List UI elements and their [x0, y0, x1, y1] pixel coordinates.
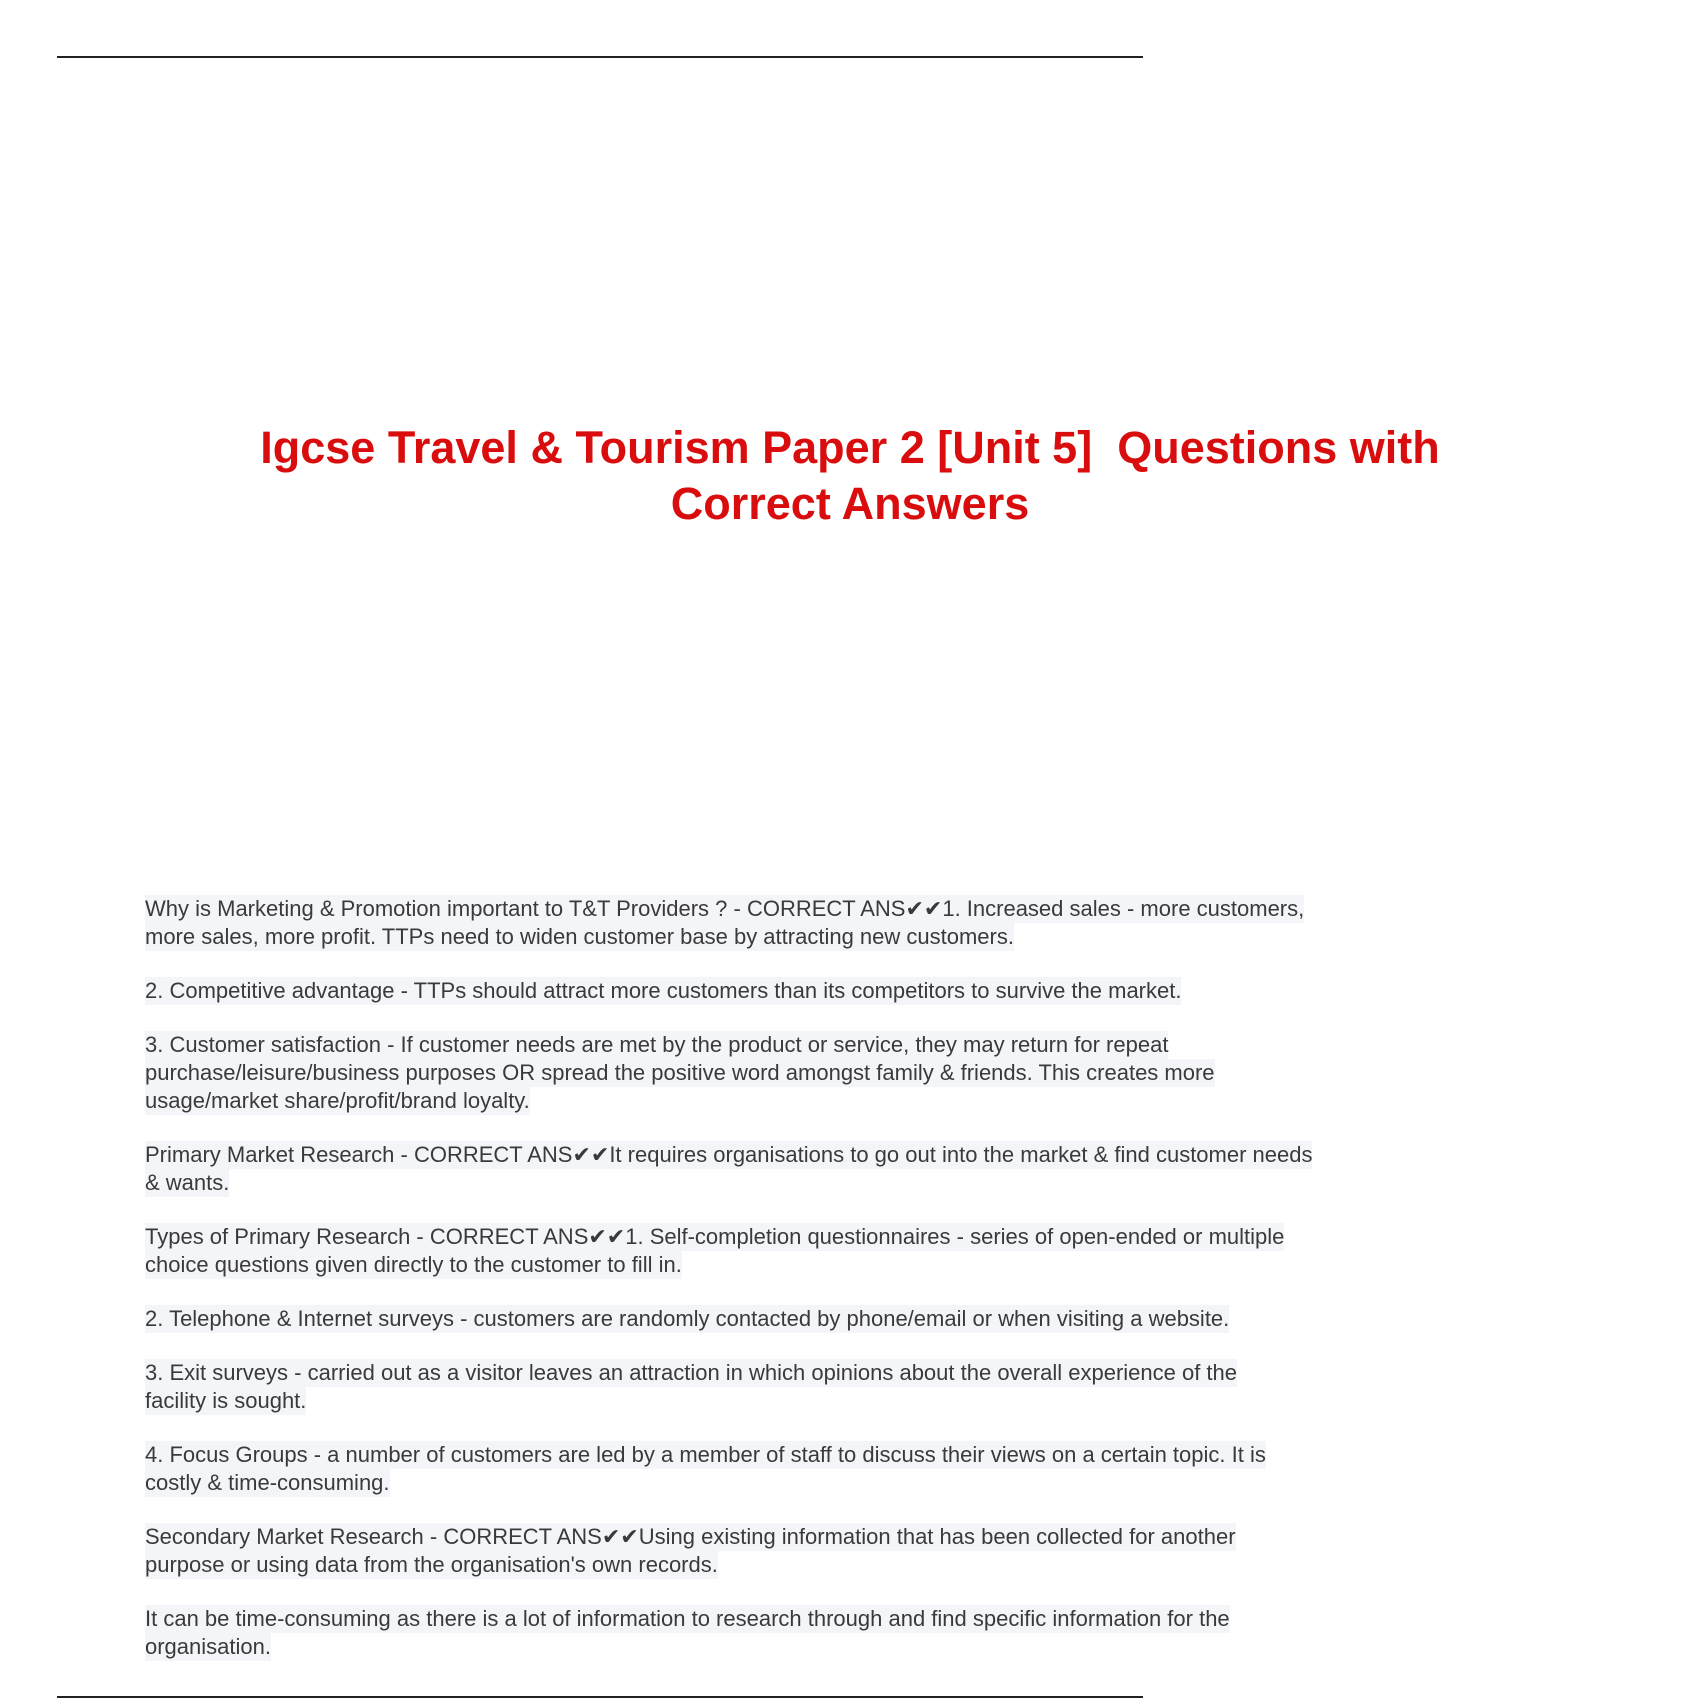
text-line: Secondary Market Research - CORRECT ANS✔✔Using existing information that has been collected for another — [145, 1524, 1236, 1549]
paragraph-marketing-importance — [145, 895, 1545, 951]
paragraph-primary-research-types — [145, 1223, 1545, 1279]
text-line: Why is Marketing & Promotion important to T&T Providers ? - CORRECT ANS✔✔1. Increased sales - more customers, — [145, 896, 1305, 921]
text-line: 2. Competitive advantage - TTPs should attract more customers than its competitors to survive the market. — [145, 978, 1182, 1003]
paragraph-focus-groups — [145, 1441, 1545, 1497]
text-line: purchase/leisure/business purposes OR spread the positive word amongst family & friends. This creates more — [145, 1060, 1215, 1085]
text-line: 2. Telephone & Internet surveys - customers are randomly contacted by phone/email or when visiting a website. — [145, 1306, 1230, 1331]
text-line: more sales, more profit. TTPs need to widen customer base by attracting new customers. — [145, 924, 1014, 949]
text-line: Types of Primary Research - CORRECT ANS✔✔1. Self-completion questionnaires - series of open-ended or multiple — [145, 1224, 1285, 1249]
text-line: Primary Market Research - CORRECT ANS✔✔It requires organisations to go out into the market & find customer needs — [145, 1142, 1313, 1167]
paragraph-secondary-research — [145, 1523, 1545, 1579]
text-line: usage/market share/profit/brand loyalty. — [145, 1088, 530, 1113]
paragraph-customer-satisfaction — [145, 1031, 1545, 1115]
document-title — [0, 420, 1700, 532]
document-body — [145, 895, 1545, 1687]
text-line: & wants. — [145, 1170, 230, 1195]
text-line: costly & time-consuming. — [145, 1470, 390, 1495]
text-line: It can be time-consuming as there is a lot of information to research through and find specific information for the — [145, 1606, 1230, 1631]
top-rule — [57, 56, 1143, 58]
text-line: 3. Customer satisfaction - If customer needs are met by the product or service, they may return for repeat — [145, 1032, 1169, 1057]
paragraph-exit-surveys — [145, 1359, 1545, 1415]
text-line: organisation. — [145, 1634, 271, 1659]
title-line-2: Correct Answers — [670, 478, 1030, 529]
paragraph-secondary-research-time — [145, 1605, 1545, 1661]
paragraph-competitive-advantage — [145, 977, 1545, 1005]
text-line: choice questions given directly to the customer to fill in. — [145, 1252, 682, 1277]
text-line: purpose or using data from the organisation's own records. — [145, 1552, 718, 1577]
paragraph-telephone-internet-surveys — [145, 1305, 1545, 1333]
text-line: 4. Focus Groups - a number of customers are led by a member of staff to discuss their views on a certain topic. It is — [145, 1442, 1266, 1467]
text-line: facility is sought. — [145, 1388, 307, 1413]
paragraph-primary-research — [145, 1141, 1545, 1197]
text-line: 3. Exit surveys - carried out as a visitor leaves an attraction in which opinions about the overall experience of the — [145, 1360, 1238, 1385]
bottom-rule — [57, 1696, 1143, 1698]
title-line-1: Igcse Travel & Tourism Paper 2 [Unit 5] Questions with — [260, 422, 1440, 473]
